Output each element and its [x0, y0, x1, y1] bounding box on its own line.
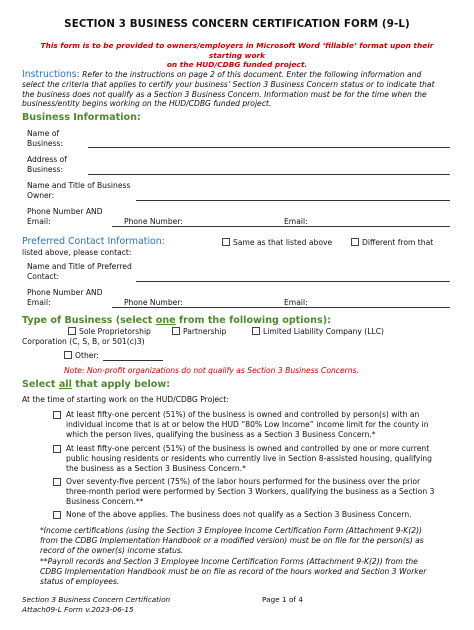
- llc-checkbox[interactable]: [252, 327, 260, 335]
- none-apply-checkbox[interactable]: [53, 511, 61, 519]
- labor-hours-option[interactable]: Over seventy-five percent (75%) of the labor hours performed for the business over the prior three-month period were performed by Section 3 Workers, qualifying the business as a Section 3 Business Concern.**: [66, 477, 450, 506]
- footer-document-info: Section 3 Business Concern Certification Attach09-L Form v.2023-06-15: [22, 595, 171, 614]
- business-owner-field[interactable]: [136, 200, 450, 201]
- preferred-contact-name-field[interactable]: [136, 281, 450, 282]
- preferred-contact-heading: Preferred Contact Information:: [22, 236, 165, 247]
- instructions: Instructions: Refer to the instructions on page 2 of this document. Enter the following information and select the criteria that applies to certify your business’ Section 3 Business Concern status or to indicate that the business does not qualify as a Section 3 Business Concern. Information must be for the time when the business/entity begins working on the HUD/CDBG funded project.: [22, 69, 435, 109]
- corporation-option[interactable]: Corporation (C, S, B, or 501(c)3): [22, 337, 145, 346]
- page-number: Page 1 of 4: [262, 595, 303, 604]
- business-email-label: Email:: [284, 217, 308, 226]
- low-income-ownership-option[interactable]: At least fifty-one percent (51%) of the business is owned and controlled by person(s) with an individual income that is at or below the HUD “80% Low Income” income limit for the county in which the person lives, qualifying the business as a Section 3 Business Concern.*: [66, 410, 450, 439]
- business-owner-label: Name and Title of Business Owner:: [27, 181, 131, 200]
- sole-proprietorship-checkbox[interactable]: [68, 327, 76, 335]
- payroll-records-footnote: **Payroll records and Section 3 Employee Income Certification Forms (Attachment 9-K(2)) from the CDBG Implementation Handbook must be on file as record of the hours worked and Section 3 Worker status of employees.: [40, 557, 427, 586]
- preferred-phone-field[interactable]: [112, 307, 282, 308]
- business-address-label: Address of Business:: [27, 155, 67, 174]
- form-title: SECTION 3 BUSINESS CONCERN CERTIFICATION FORM (9-L): [64, 18, 410, 30]
- different-contact-continued: listed above, please contact:: [22, 248, 132, 257]
- none-apply-option[interactable]: None of the above applies. The business does not qualify as a Section 3 Business Concern.: [66, 510, 450, 520]
- form-subtitle: This form is to be provided to owners/employers in Microsoft Word ‘fillable’ format upon their starting work on the HUD/CDBG funded project.: [40, 41, 434, 70]
- business-address-field[interactable]: [88, 174, 450, 175]
- business-type-heading: Type of Business (select one from the following options):: [22, 315, 331, 326]
- same-as-above-option[interactable]: Same as that listed above: [222, 238, 332, 248]
- other-type-field[interactable]: [103, 360, 163, 361]
- different-contact-option[interactable]: Different from that: [351, 238, 433, 248]
- business-name-field[interactable]: [88, 147, 450, 148]
- preferred-contact-phone-email-label: Phone Number AND Email:: [27, 288, 103, 307]
- different-contact-checkbox[interactable]: [351, 238, 359, 246]
- nonprofit-note: Note: Non-profit organizations do not qualify as Section 3 Business Concerns.: [64, 366, 359, 375]
- preferred-phone-label: Phone Number:: [124, 298, 183, 307]
- select-all-heading: Select all that apply below:: [22, 379, 171, 390]
- low-income-ownership-checkbox[interactable]: [53, 411, 61, 419]
- business-email-field[interactable]: [282, 226, 450, 227]
- instructions-label: Instructions:: [22, 69, 80, 80]
- public-housing-ownership-option[interactable]: At least fifty-one percent (51%) of the business is owned and controlled by one or more current public housing residents or residents who currently live in Section 8-assisted housing, qualifying the business as a Section 3 Business Concern.*: [66, 444, 450, 473]
- select-all-intro: At the time of starting work on the HUD/CDBG Project:: [22, 395, 229, 404]
- public-housing-ownership-checkbox[interactable]: [53, 445, 61, 453]
- llc-option[interactable]: Limited Liability Company (LLC): [252, 327, 384, 337]
- other-option[interactable]: Other:: [64, 351, 99, 361]
- partnership-option[interactable]: Partnership: [172, 327, 226, 337]
- business-info-heading: Business Information:: [22, 112, 141, 123]
- preferred-contact-name-label: Name and Title of Preferred Contact:: [27, 262, 132, 281]
- preferred-email-label: Email:: [284, 298, 308, 307]
- business-phone-label: Phone Number:: [124, 217, 183, 226]
- other-checkbox[interactable]: [64, 351, 72, 359]
- preferred-email-field[interactable]: [282, 307, 450, 308]
- business-phone-field[interactable]: [112, 226, 282, 227]
- same-as-above-checkbox[interactable]: [222, 238, 230, 246]
- business-phone-email-label: Phone Number AND Email:: [27, 207, 103, 226]
- sole-proprietorship-option[interactable]: Sole Proprietorship: [68, 327, 151, 337]
- partnership-checkbox[interactable]: [172, 327, 180, 335]
- business-name-label: Name of Business:: [27, 129, 64, 148]
- labor-hours-checkbox[interactable]: [53, 478, 61, 486]
- income-certification-footnote: *Income certifications (using the Section 3 Employee Income Certification Form (Attachment 9-K(2)) from the CDBG Implementation Handbook or a modified version) must be on file for the person(s) as record of the owner(s) income status.: [40, 526, 424, 555]
